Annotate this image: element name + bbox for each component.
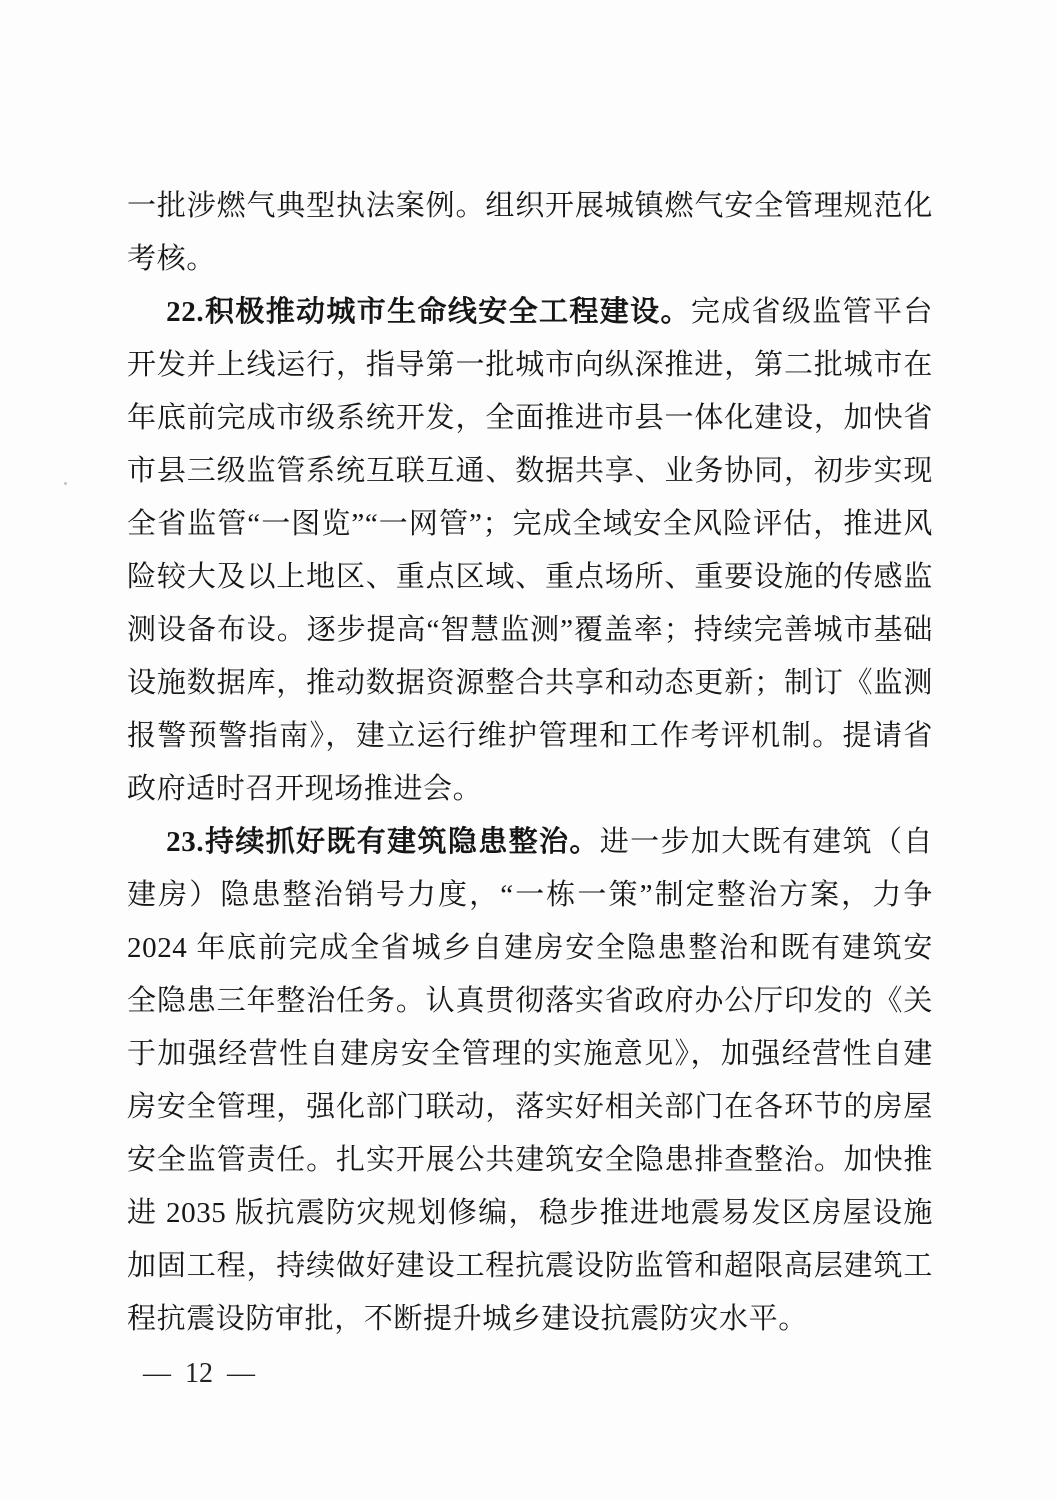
document-body bbox=[127, 180, 933, 1346]
paragraph-item-22-heading: 22.积极推动城市生命线安全工程建设。 bbox=[166, 296, 691, 328]
paragraph-continuation bbox=[127, 180, 933, 286]
paragraph-item-23 bbox=[127, 816, 933, 1346]
footer-right-dash: — bbox=[227, 1358, 255, 1389]
page-footer bbox=[143, 1358, 255, 1390]
scan-artifact-dot bbox=[64, 482, 67, 485]
paragraph-item-22 bbox=[127, 286, 933, 816]
paragraph-continuation-text: 一批涉燃气典型执法案例。组织开展城镇燃气安全管理规范化考核。 bbox=[127, 190, 933, 275]
paragraph-item-23-heading: 23.持续抓好既有建筑隐患整治。 bbox=[166, 826, 600, 858]
footer-left-dash: — bbox=[143, 1358, 171, 1389]
paragraph-item-23-text: 进一步加大既有建筑（自建房）隐患整治销号力度，“一栋一策”制定整治方案，力争 2024 年底前完成全省城乡自建房安全隐患整治和既有建筑安全隐患三年整治任务。认真贯彻落实省政府办公厅印发的《关于加强经营性自建房安全管理的实施意见》，加强经营性自建房安全管理，强化部门联动，落实好相关部门在各环节的房屋安全监管责任。扎实开展公共建筑安全隐患排查整治。加快推进 2035 版抗震防灾规划修编，稳步推进地震易发区房屋设施加固工程，持续做好建设工程抗震设防监管和超限高层建筑工程抗震设防审批，不断提升城乡建设抗震防灾水平。 bbox=[127, 826, 933, 1335]
paragraph-item-22-text: 完成省级监管平台开发并上线运行，指导第一批城市向纵深推进，第二批城市在年底前完成市级系统开发，全面推进市县一体化建设，加快省市县三级监管系统互联互通、数据共享、业务协同，初步实现全省监管“一图览”“一网管”；完成全域安全风险评估，推进风险较大及以上地区、重点区域、重点场所、重要设施的传感监测设备布设。逐步提高“智慧监测”覆盖率；持续完善城市基础设施数据库，推动数据资源整合共享和动态更新；制订《监测报警预警指南》，建立运行维护管理和工作考评机制。提请省政府适时召开现场推进会。 bbox=[127, 296, 933, 805]
page-number: 12 bbox=[185, 1358, 213, 1389]
